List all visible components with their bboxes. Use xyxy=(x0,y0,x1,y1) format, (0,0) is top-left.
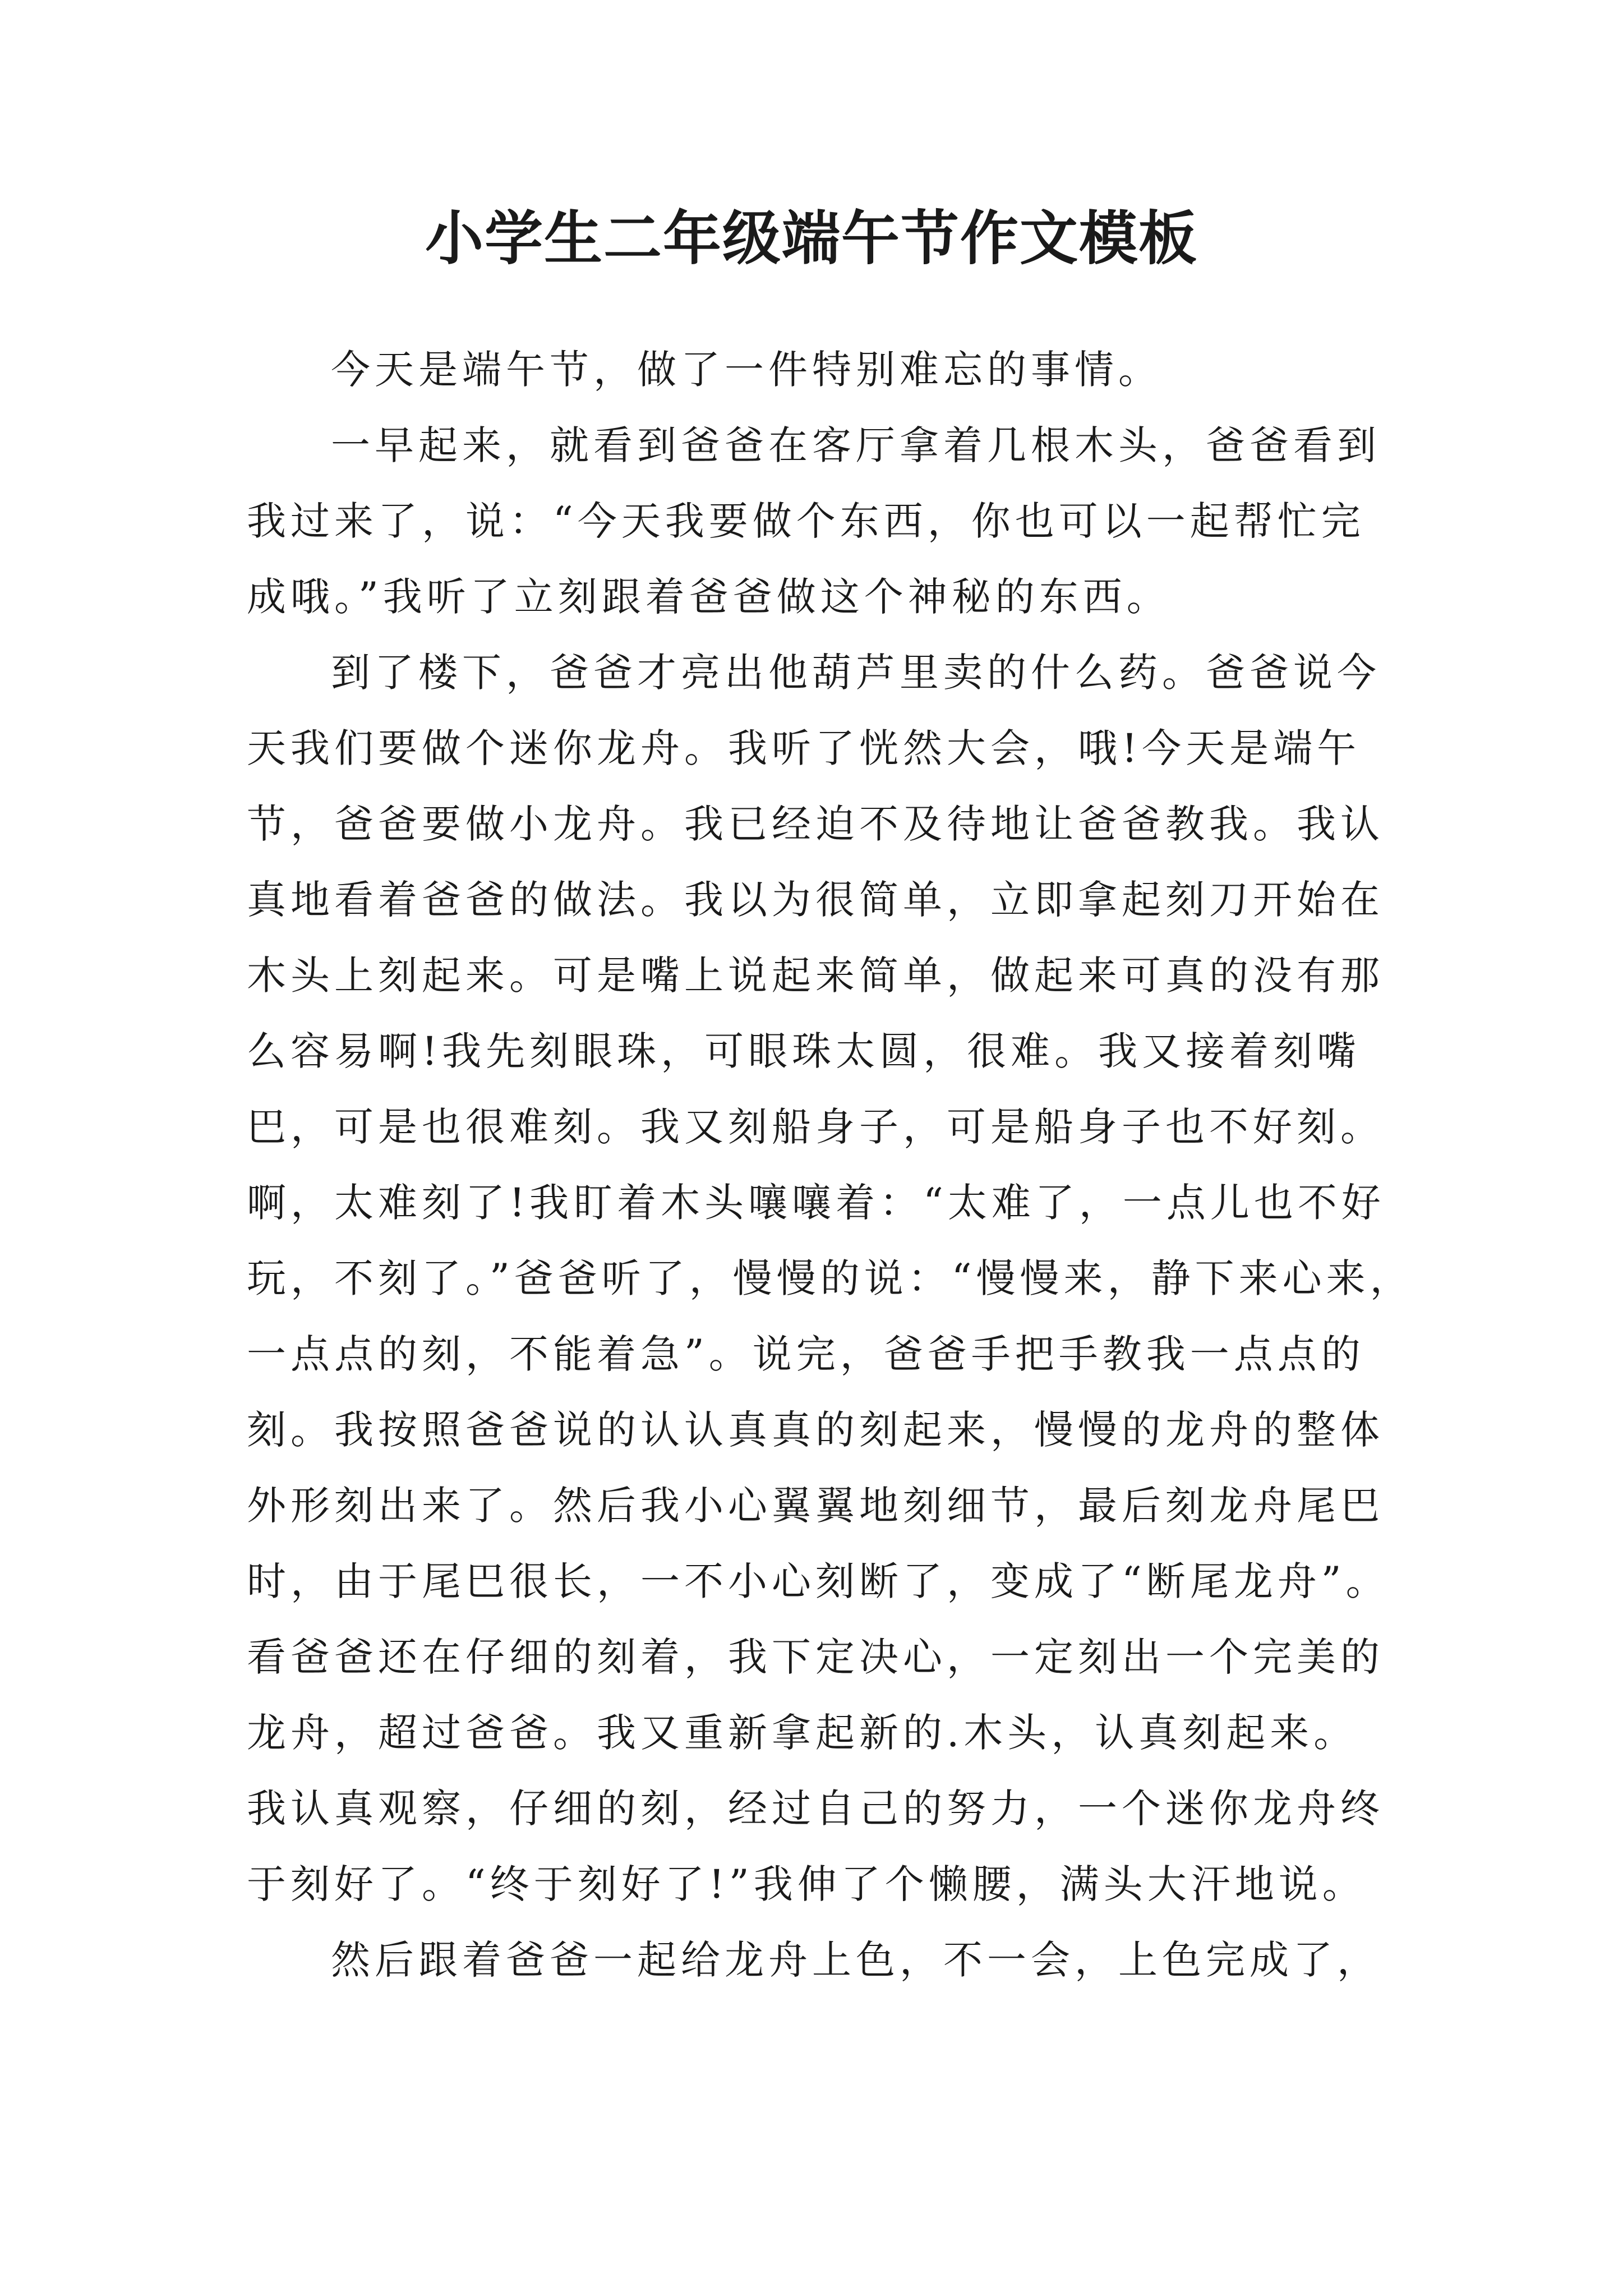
paragraph-line: 龙舟，超过爸爸。我又重新拿起新的.木头，认真刻起来。 xyxy=(247,1710,1358,1756)
paragraph-line: 成哦。”我听了立刻跟着爸爸做这个神秘的东西。 xyxy=(247,574,1170,620)
paragraph-line: 玩，不刻了。”爸爸听了，慢慢的说：“慢慢来，静下来心来， xyxy=(247,1255,1414,1301)
paragraph-line: 啊，太难刻了!我盯着木头嚷嚷着：“太难了，一点儿也不好 xyxy=(247,1180,1385,1226)
document-title: 小学生二年级端午节作文模板 xyxy=(425,204,1198,273)
paragraph-line: 时，由于尾巴很长，一不小心刻断了，变成了“断尾龙舟”。 xyxy=(247,1558,1390,1604)
paragraph-line: 外形刻出来了。然后我小心翼翼地刻细节，最后刻龙舟尾巴 xyxy=(247,1483,1384,1529)
paragraph-first-line: 到了楼下，爸爸才亮出他葫芦里卖的什么药。爸爸说今 xyxy=(331,650,1381,696)
paragraph-line: 木头上刻起来。可是嘴上说起来简单，做起来可真的没有那 xyxy=(247,953,1384,999)
paragraph-line: 一点点的刻，不能着急”。说完，爸爸手把手教我一点点的 xyxy=(247,1331,1365,1377)
paragraph-line: 我认真观察，仔细的刻，经过自己的努力，一个迷你龙舟终 xyxy=(247,1786,1384,1832)
paragraph-line: 我过来了，说：“今天我要做个东西，你也可以一起帮忙完 xyxy=(247,498,1365,544)
paragraph-line: 看爸爸还在仔细的刻着，我下定决心，一定刻出一个完美的 xyxy=(247,1634,1384,1680)
document-body xyxy=(247,332,1413,1998)
paragraph-line: 天我们要做个迷你龙舟。我听了恍然大会，哦!今天是端午 xyxy=(247,725,1361,771)
paragraph-line: 刻。我按照爸爸说的认认真真的刻起来，慢慢的龙舟的整体 xyxy=(247,1407,1384,1453)
paragraph-line: 么容易啊!我先刻眼珠，可眼珠太圆，很难。我又接着刻嘴 xyxy=(247,1028,1361,1074)
paragraph-first-line: 今天是端午节，做了一件特别难忘的事情。 xyxy=(331,347,1162,393)
paragraph-first-line: 一早起来，就看到爸爸在客厅拿着几根木头，爸爸看到 xyxy=(331,422,1381,468)
paragraph-line: 真地看着爸爸的做法。我以为很简单，立即拿起刻刀开始在 xyxy=(247,877,1384,923)
paragraph-line: 巴，可是也很难刻。我又刻船身子，可是船身子也不好刻。 xyxy=(247,1104,1384,1150)
paragraph-first-line: 然后跟着爸爸一起给龙舟上色，不一会，上色完成了， xyxy=(331,1937,1381,1983)
paragraph-line: 于刻好了。“终于刻好了!”我伸了个懒腰，满头大汗地说。 xyxy=(247,1861,1366,1907)
paragraph-line: 节，爸爸要做小龙舟。我已经迫不及待地让爸爸教我。我认 xyxy=(247,801,1384,847)
